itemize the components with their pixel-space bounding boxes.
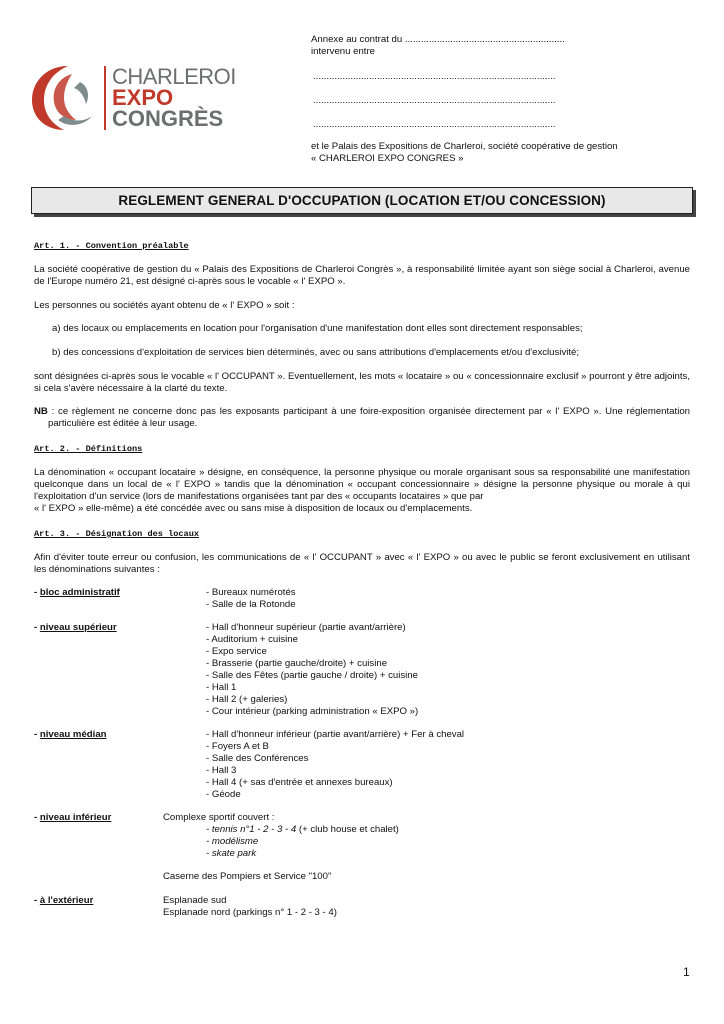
section-niveau-inferieur <box>34 812 111 824</box>
list-item: - Hall d'honneur supérieur (partie avant/arrière) <box>206 622 406 633</box>
palais-line-1: et le Palais des Expositions de Charleroi, société coopérative de gestion <box>311 141 618 152</box>
section-dash: - <box>34 812 40 823</box>
art1-paragraph-2: Les personnes ou sociétés ayant obtenu de « l' EXPO » soit : <box>34 300 295 311</box>
section-exterieur <box>34 895 93 907</box>
inferieur-complexe-heading: Complexe sportif couvert : <box>163 812 275 823</box>
nb-label: NB <box>34 406 48 417</box>
caserne-line: Caserne des Pompiers et Service "100" <box>163 871 332 882</box>
art2-heading: Art. 2. - Définitions <box>34 444 143 454</box>
document-title-box <box>31 187 693 214</box>
section-dash: - <box>34 587 40 598</box>
list-item: Esplanade nord (parkings n° 1 - 2 - 3 - 4) <box>163 907 337 918</box>
page-number: 1 <box>683 965 690 979</box>
tennis-label: - tennis n°1 - 2 - 3 - 4 <box>206 824 297 835</box>
art2-paragraph-2: « l' EXPO » elle-même) a été concédée avec ou sans mise à disposition de locaux ou d'emplacements. <box>34 503 473 514</box>
list-item: - Salle des Conférences <box>206 753 309 764</box>
logo-divider <box>104 66 106 130</box>
list-item: - Hall 1 <box>206 682 237 693</box>
art2-paragraph-1: La dénomination « occupant locataire » désigne, en conséquence, la personne physique ou morale organisant sous sa responsabilité une manifestation quelconque dans un local de « l' EXPO » tandis que la dénomination « occupant concessionnaire » désigne la personne physique ou morale à qui l'exploitation d'un service (lors de manifestations organisées tant par des « occupants locataires » que par <box>34 467 690 502</box>
section-bloc-administratif <box>34 587 120 599</box>
list-item <box>206 836 399 848</box>
section-niveau-superieur <box>34 622 117 634</box>
exterieur-list <box>163 895 337 919</box>
logo-swirl-icon <box>28 60 103 135</box>
list-item: - Salle des Fêtes (partie gauche / droite) + cuisine <box>206 670 418 681</box>
list-item: - Salle de la Rotonde <box>206 599 296 610</box>
list-item: - Bureaux numérotés <box>206 587 296 598</box>
niveau-inferieur-list <box>206 824 399 860</box>
list-item: - Hall 4 (+ sas d'entrée et annexes bureaux) <box>206 777 393 788</box>
section-dash: - <box>34 622 40 633</box>
art3-heading: Art. 3. - Désignation des locaux <box>34 529 200 539</box>
party-dotted-line-1: ........................................................................................... <box>313 71 556 82</box>
list-item: - Hall d'honneur inférieur (partie avant/arrière) + Fer à cheval <box>206 729 465 740</box>
section-label-bloc: bloc administratif <box>39 587 120 598</box>
list-item: - Foyers A et B <box>206 741 269 752</box>
company-logo <box>28 60 248 135</box>
section-label-median: niveau médian <box>39 729 107 740</box>
palais-line-2: « CHARLEROI EXPO CONGRES » <box>311 153 464 164</box>
list-item: - Expo service <box>206 646 267 657</box>
section-niveau-median <box>34 729 107 741</box>
list-item: - Cour intérieur (parking administration « EXPO ») <box>206 706 419 717</box>
art1-paragraph-3: sont désignées ci-après sous le vocable « l' OCCUPANT ». Eventuellement, les mots « locataire » ou « concessionnaire exclusif » pourront y être adjoints, si cela s'avère nécessaire à la clarté du texte. <box>34 371 690 394</box>
list-item: Esplanade sud <box>163 895 227 906</box>
list-item: - Auditorium + cuisine <box>206 634 298 645</box>
art1-nb-note <box>34 406 690 430</box>
logo-line-congres: CONGRÈS <box>112 106 224 131</box>
art1-item-a: a) des locaux ou emplacements en location pour l'organisation d'une manifestation dont elles sont directement responsables; <box>52 323 583 334</box>
tennis-extra: (+ club house et chalet) <box>296 824 399 835</box>
list-item: - Hall 3 <box>206 765 237 776</box>
document-title: REGLEMENT GENERAL D'OCCUPATION (LOCATION ET/OU CONCESSION) <box>118 192 606 208</box>
section-dash: - <box>34 895 40 906</box>
annex-line-1: Annexe au contrat du ............................................................ <box>311 34 565 45</box>
logo-line-expo: EXPO <box>112 85 174 110</box>
list-item <box>206 848 399 860</box>
art3-intro: Afin d'éviter toute erreur ou confusion, les communications de « l' OCCUPANT » avec « l' EXPO » ou avec le public se feront exclusivement en utilisant les dénominations suivantes : <box>34 552 690 575</box>
party-dotted-line-3: ........................................................................................... <box>313 119 556 130</box>
modelisme-label: - modélisme <box>206 836 259 847</box>
skate-park-label: - skate park <box>206 848 257 859</box>
list-item-tennis <box>206 824 399 836</box>
section-dash: - <box>34 729 40 740</box>
bloc-admin-list <box>206 587 296 611</box>
niveau-median-list <box>206 729 464 801</box>
art1-paragraph-1: La société coopérative de gestion du « Palais des Expositions de Charleroi Congrès », à responsabilité limitée ayant son siège social à Charleroi, avenue de l'Europe numéro 21, est désigné ci-après sous le vocable « l' EXPO ». <box>34 264 690 287</box>
art1-heading: Art. 1. - Convention préalable <box>34 241 189 251</box>
list-item: - Hall 2 (+ galeries) <box>206 694 288 705</box>
art1-item-b: b) des concessions d'exploitation de services bien déterminés, avec ou sans attributions d'emplacements et/ou d'exclusivité; <box>52 347 580 358</box>
logo-line-charleroi: CHARLEROI <box>112 64 236 89</box>
section-label-superieur: niveau supérieur <box>39 622 117 633</box>
list-item: - Géode <box>206 789 241 800</box>
list-item: - Brasserie (partie gauche/droite) + cuisine <box>206 658 388 669</box>
party-dotted-line-2: ........................................................................................... <box>313 95 556 106</box>
nb-text: : ce règlement ne concerne donc pas les exposants participant à une foire-exposition organisée directement par « l' EXPO ». Une réglementation particulière est éditée à leur usage. <box>47 406 690 429</box>
section-label-exterieur: à l'extérieur <box>39 895 94 906</box>
annex-line-2: intervenu entre <box>311 46 375 57</box>
niveau-superieur-list <box>206 622 418 718</box>
section-label-inferieur: niveau inférieur <box>39 812 112 823</box>
